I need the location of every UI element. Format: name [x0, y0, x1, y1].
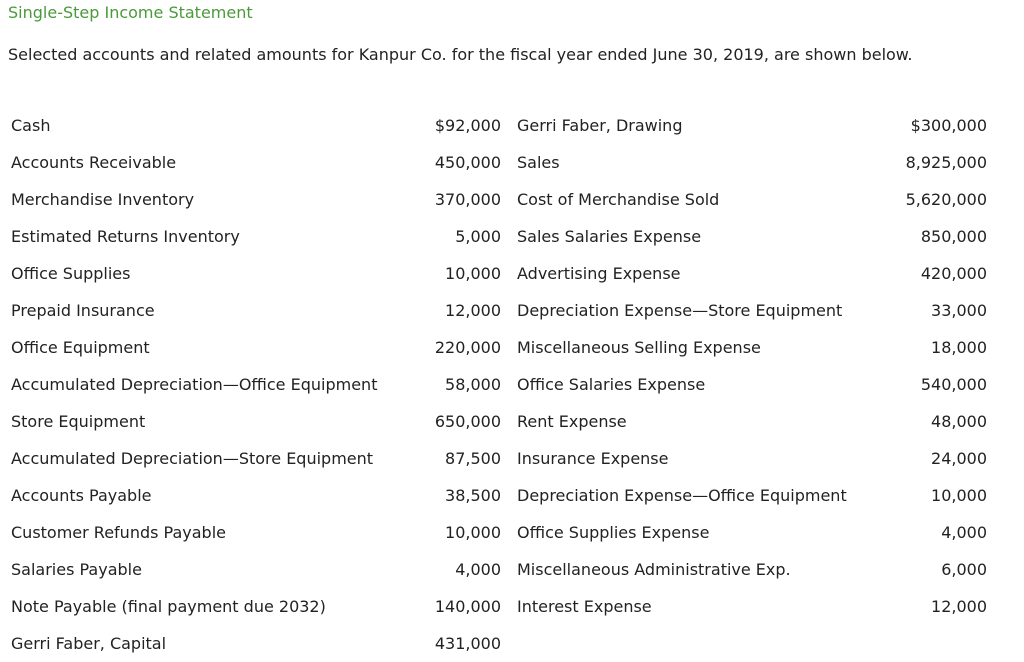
table-row: [0, 329, 1024, 366]
account-name: Insurance Expense: [517, 449, 669, 468]
table-row: [0, 403, 1024, 440]
account-amount: 5,620,000: [905, 190, 987, 209]
account-name: Accumulated Depreciation—Office Equipment: [11, 375, 378, 394]
account-name: Accumulated Depreciation—Store Equipment: [11, 449, 374, 468]
account-name: Advertising Expense: [517, 264, 681, 283]
account-amount: 650,000: [434, 412, 501, 431]
account-amount: 140,000: [434, 597, 501, 616]
account-amount: 5,000: [455, 227, 501, 246]
account-amount: 38,500: [445, 486, 501, 505]
account-amount: 10,000: [931, 486, 987, 505]
account-name: Cash: [11, 116, 51, 135]
account-amount: 8,925,000: [905, 153, 987, 172]
page-title: Single-Step Income Statement: [8, 3, 253, 22]
intro-text: Selected accounts and related amounts for Kanpur Co. for the fiscal year ended June 30, 2019, are shown below.: [8, 45, 913, 64]
account-amount: $92,000: [434, 116, 501, 135]
account-amount: 420,000: [920, 264, 987, 283]
account-amount: 12,000: [445, 301, 501, 320]
table-row: [0, 514, 1024, 551]
account-name: Gerri Faber, Capital: [11, 634, 167, 653]
account-name: Sales Salaries Expense: [517, 227, 702, 246]
account-name: Customer Refunds Payable: [11, 523, 226, 542]
account-amount: 220,000: [434, 338, 501, 357]
account-name: Office Supplies: [11, 264, 131, 283]
account-name: Salaries Payable: [11, 560, 142, 579]
table-row: [0, 477, 1024, 514]
table-row: [0, 366, 1024, 403]
account-name: Cost of Merchandise Sold: [517, 190, 720, 209]
account-amount: 24,000: [931, 449, 987, 468]
table-row: [0, 292, 1024, 329]
account-name: Accounts Receivable: [11, 153, 177, 172]
account-amount: 540,000: [920, 375, 987, 394]
account-amount: 87,500: [445, 449, 501, 468]
table-row: [0, 625, 1024, 662]
table-row: [0, 107, 1024, 144]
table-row: [0, 588, 1024, 625]
account-name: Gerri Faber, Drawing: [517, 116, 683, 135]
account-amount: 431,000: [434, 634, 501, 653]
account-name: Depreciation Expense—Office Equipment: [517, 486, 847, 505]
table-row: [0, 440, 1024, 477]
account-name: Miscellaneous Selling Expense: [517, 338, 761, 357]
account-amount: 450,000: [434, 153, 501, 172]
account-amount: 48,000: [931, 412, 987, 431]
account-amount: 10,000: [445, 264, 501, 283]
table-row: [0, 144, 1024, 181]
account-amount: 850,000: [920, 227, 987, 246]
account-name: Sales: [517, 153, 560, 172]
table-row: [0, 255, 1024, 292]
account-amount: $300,000: [910, 116, 987, 135]
account-amount: 10,000: [445, 523, 501, 542]
account-amount: 4,000: [941, 523, 987, 542]
table-row: [0, 551, 1024, 588]
account-name: Store Equipment: [11, 412, 146, 431]
accounts-table: [0, 107, 1024, 662]
account-amount: 370,000: [434, 190, 501, 209]
account-name: Note Payable (final payment due 2032): [11, 597, 326, 616]
account-name: Office Supplies Expense: [517, 523, 710, 542]
account-amount: 33,000: [931, 301, 987, 320]
account-amount: 18,000: [931, 338, 987, 357]
account-amount: 4,000: [455, 560, 501, 579]
account-name: Prepaid Insurance: [11, 301, 155, 320]
account-amount: 58,000: [445, 375, 501, 394]
account-name: Estimated Returns Inventory: [11, 227, 240, 246]
account-amount: 6,000: [941, 560, 987, 579]
account-name: Interest Expense: [517, 597, 652, 616]
account-name: Rent Expense: [517, 412, 627, 431]
table-row: [0, 218, 1024, 255]
account-name: Miscellaneous Administrative Exp.: [517, 560, 791, 579]
account-name: Accounts Payable: [11, 486, 152, 505]
account-name: Office Equipment: [11, 338, 150, 357]
account-amount: 12,000: [931, 597, 987, 616]
table-row: [0, 181, 1024, 218]
account-name: Office Salaries Expense: [517, 375, 706, 394]
account-name: Merchandise Inventory: [11, 190, 195, 209]
account-name: Depreciation Expense—Store Equipment: [517, 301, 843, 320]
